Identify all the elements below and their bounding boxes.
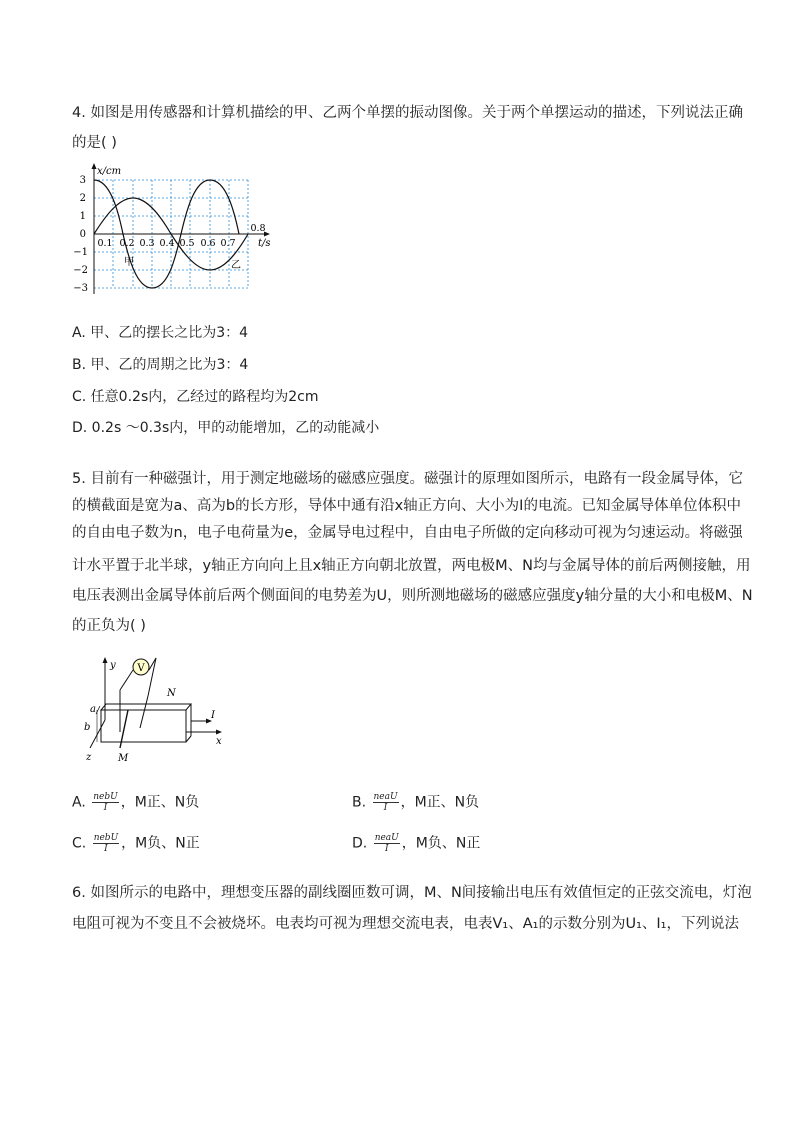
option-tail: ，M负、N正 xyxy=(401,835,481,852)
y-tick-labels xyxy=(73,175,88,294)
fraction xyxy=(374,833,400,854)
y-tick: −3 xyxy=(73,283,88,294)
numerator: nebU xyxy=(93,792,118,802)
current-label: I xyxy=(211,710,215,721)
x-tick-labels xyxy=(97,223,265,249)
curve-yi-label: 乙 xyxy=(231,260,241,271)
option-letter: B. xyxy=(352,794,367,811)
q4-stem-line2: 的是( ) xyxy=(72,135,117,151)
x-tick: 0.8 xyxy=(250,223,266,234)
axis-x-label: x xyxy=(216,736,222,747)
electrode-n-label: N xyxy=(167,688,176,699)
x-tick: 0.5 xyxy=(179,238,195,249)
fraction xyxy=(93,833,119,854)
q5-stem-line4: 计水平置于北半球，y轴正方向向上且x轴正方向朝北放置，两电极M、N均与金属导体的前后两侧接触，用 xyxy=(72,558,751,574)
x-tick: 0.1 xyxy=(97,238,113,249)
option-letter: D. xyxy=(352,835,368,852)
q5-option-c[interactable] xyxy=(72,833,200,854)
x-tick: 0.2 xyxy=(119,238,135,249)
q5-stem-line6: 的正负为( ) xyxy=(72,618,146,634)
q6-stem-line1: 6. 如图所示的电路中，理想变压器的副线圈匝数可调，M、N间接输出电压有效值恒定的正弦交流电，灯泡 xyxy=(72,885,752,901)
denominator: I xyxy=(103,803,108,813)
y-axis-label: x/cm xyxy=(97,166,122,177)
numerator: neaU xyxy=(373,792,398,802)
q5-stem-line1: 5. 目前有一种磁强计，用于测定地磁场的磁感应强度。磁强计的原理如图所示，电路有一段金属导体，它 xyxy=(72,471,743,487)
q4-option-c[interactable]: C. 任意0.2s内，乙经过的路程均为2cm xyxy=(72,389,319,405)
q4-option-a[interactable]: A. 甲、乙的摆长之比为3：4 xyxy=(72,325,249,341)
q6-stem-line2: 电阻可视为不变且不会被烧坏。电表均可视为理想交流电表，电表V₁、A₁的示数分别为U₁、I₁，下列说法 xyxy=(72,916,739,932)
curve-jia-label: 甲 xyxy=(124,257,134,268)
fraction xyxy=(92,792,118,813)
q5-option-a[interactable] xyxy=(72,792,199,813)
q5-magnetometer-figure xyxy=(78,648,238,768)
q4-vibration-graph xyxy=(72,160,287,300)
fraction xyxy=(373,792,399,813)
x-tick: 0.7 xyxy=(220,238,236,249)
x-tick: 0.4 xyxy=(159,238,175,249)
electrode-m-label: M xyxy=(118,753,129,764)
denominator: I xyxy=(104,844,108,854)
axis-z-label: z xyxy=(86,752,92,763)
x-tick: 0.3 xyxy=(139,238,155,249)
q5-stem-line3: 的自由电子数为n，电子电荷量为e，金属导电过程中，自由电子所做的定向移动可视为匀速运动。将磁强 xyxy=(72,525,743,541)
y-tick: 2 xyxy=(79,193,86,204)
x-axis-label: t/s xyxy=(258,238,271,249)
y-tick: −2 xyxy=(73,265,88,276)
option-letter: A. xyxy=(72,794,86,811)
numerator: nebU xyxy=(93,833,119,843)
option-letter: C. xyxy=(72,835,87,852)
y-tick: 3 xyxy=(79,175,86,186)
numerator: neaU xyxy=(374,833,399,843)
q5-option-b[interactable] xyxy=(352,792,479,813)
denominator: I xyxy=(384,844,389,854)
voltmeter-label: V xyxy=(137,663,145,674)
option-tail: ，M正、N负 xyxy=(400,794,480,811)
option-tail: ，M负、N正 xyxy=(121,835,200,852)
denominator: I xyxy=(383,803,388,813)
q5-stem-line5: 电压表测出金属导体前后两个侧面间的电势差为U，则所测地磁场的磁感应强度y轴分量的大小和电极M、N xyxy=(72,588,753,604)
q5-option-d[interactable] xyxy=(352,833,480,854)
y-tick: 0 xyxy=(79,229,86,240)
axis-y-label: y xyxy=(110,660,116,671)
q4-stem-line1: 4. 如图是用传感器和计算机描绘的甲、乙两个单摆的振动图像。关于两个单摆运动的描述，下列说法正确 xyxy=(72,105,743,121)
x-tick: 0.6 xyxy=(200,238,216,249)
q4-option-b[interactable]: B. 甲、乙的周期之比为3：4 xyxy=(72,357,249,373)
height-b-label: b xyxy=(84,722,91,733)
q4-option-d[interactable]: D. 0.2s ～0.3s内，甲的动能增加，乙的动能减小 xyxy=(72,420,380,436)
option-tail: ，M正、N负 xyxy=(120,794,200,811)
width-a-label: a xyxy=(90,704,96,715)
y-tick: 1 xyxy=(79,211,86,222)
q5-stem-line2: 的横截面是宽为a、高为b的长方形，导体中通有沿x轴正方向、大小为I的电流。已知金属导体单位体积中 xyxy=(72,498,741,514)
y-tick: −1 xyxy=(73,247,88,258)
